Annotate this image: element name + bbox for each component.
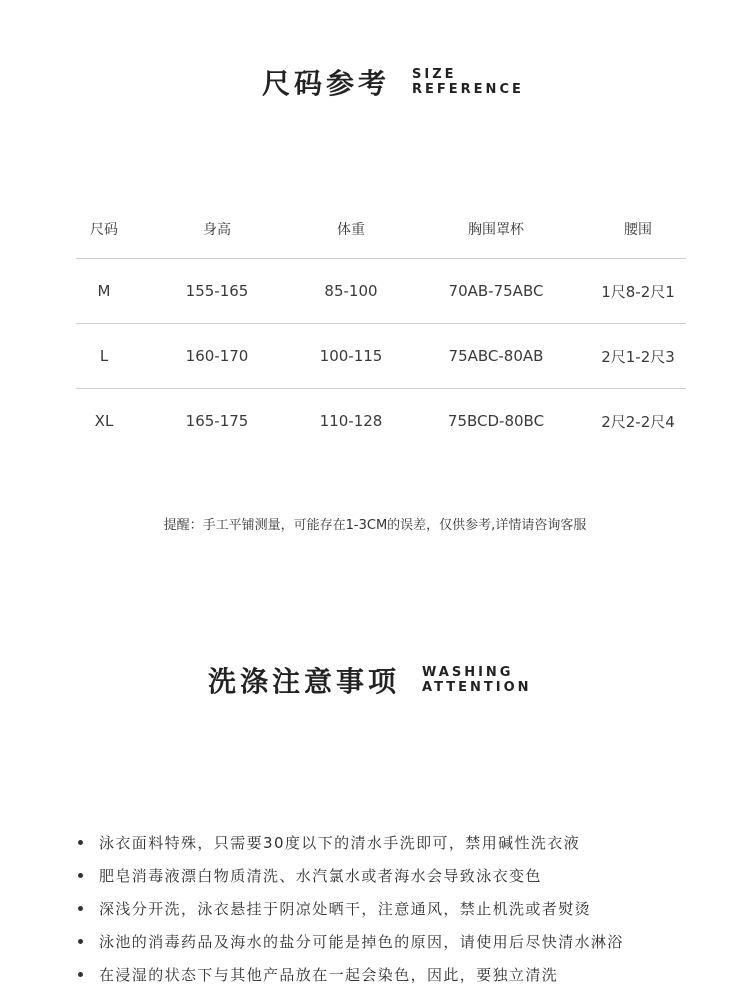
washing-instructions-list xyxy=(78,826,718,991)
list-item-text: 深浅分开洗，泳衣悬挂于阴凉处晒干，注意通风，禁止机洗或者熨烫 xyxy=(99,900,592,918)
list-item xyxy=(78,925,718,958)
cell-height: 165-175 xyxy=(185,412,249,430)
header-waist: 腰围 xyxy=(624,222,652,238)
header-size: 尺码 xyxy=(90,222,118,238)
list-item xyxy=(78,958,718,991)
cell-weight: 100-115 xyxy=(319,347,383,365)
cell-height: 160-170 xyxy=(185,347,249,365)
size-reference-heading xyxy=(262,62,524,102)
header-weight: 体重 xyxy=(337,222,365,238)
table-row xyxy=(76,258,686,323)
cell-size: XL xyxy=(94,412,114,430)
bullet-dot-icon xyxy=(78,939,83,944)
header-height: 身高 xyxy=(203,222,231,238)
cell-size: L xyxy=(99,347,109,365)
list-item-text: 在浸湿的状态下与其他产品放在一起会染色，因此，要独立清洗 xyxy=(99,966,559,984)
list-item-text: 泳衣面料特殊，只需要30度以下的清水手洗即可，禁用碱性洗衣液 xyxy=(99,834,581,852)
table-row xyxy=(76,388,686,453)
cell-waist: 2尺2-2尺4 xyxy=(601,412,675,431)
cell-bust-cup: 75BCD-80BC xyxy=(447,412,545,430)
bullet-dot-icon xyxy=(78,840,83,845)
cell-waist: 2尺1-2尺3 xyxy=(601,347,675,366)
wash-title-en-line2: ATTENTION xyxy=(422,680,532,695)
bullet-dot-icon xyxy=(78,906,83,911)
measurement-note: 提醒：手工平铺测量，可能存在1-3CM的误差，仅供参考,详情请咨询客服 xyxy=(163,518,587,533)
list-item xyxy=(78,892,718,925)
size-title-en-line1: SIZE xyxy=(412,67,457,82)
bullet-dot-icon xyxy=(78,873,83,878)
cell-bust-cup: 70AB-75ABC xyxy=(448,282,544,300)
cell-height: 155-165 xyxy=(185,282,249,300)
list-item xyxy=(78,826,718,859)
size-title-en-line2: REFERENCE xyxy=(412,82,524,97)
wash-title-cn: 洗涤注意事项 xyxy=(208,665,401,698)
table-row xyxy=(76,323,686,388)
size-table xyxy=(76,200,686,453)
cell-bust-cup: 75ABC-80AB xyxy=(448,347,544,365)
cell-size: M xyxy=(97,282,111,300)
list-item xyxy=(78,859,718,892)
table-header-row xyxy=(76,200,686,258)
cell-weight: 110-128 xyxy=(319,412,383,430)
size-title-cn: 尺码参考 xyxy=(262,67,391,100)
cell-weight: 85-100 xyxy=(324,282,378,300)
wash-title-en-line1: WASHING xyxy=(422,665,514,680)
header-bust-cup: 胸围罩杯 xyxy=(468,222,524,238)
washing-attention-heading xyxy=(208,660,532,700)
size-title-en xyxy=(412,67,524,97)
list-item-text: 肥皂消毒液漂白物质清洗、水汽氯水或者海水会导致泳衣变色 xyxy=(99,867,542,885)
wash-title-en xyxy=(422,665,531,695)
list-item-text: 泳池的消毒药品及海水的盐分可能是掉色的原因，请使用后尽快清水淋浴 xyxy=(99,933,624,951)
bullet-dot-icon xyxy=(78,972,83,977)
cell-waist: 1尺8-2尺1 xyxy=(601,282,675,301)
